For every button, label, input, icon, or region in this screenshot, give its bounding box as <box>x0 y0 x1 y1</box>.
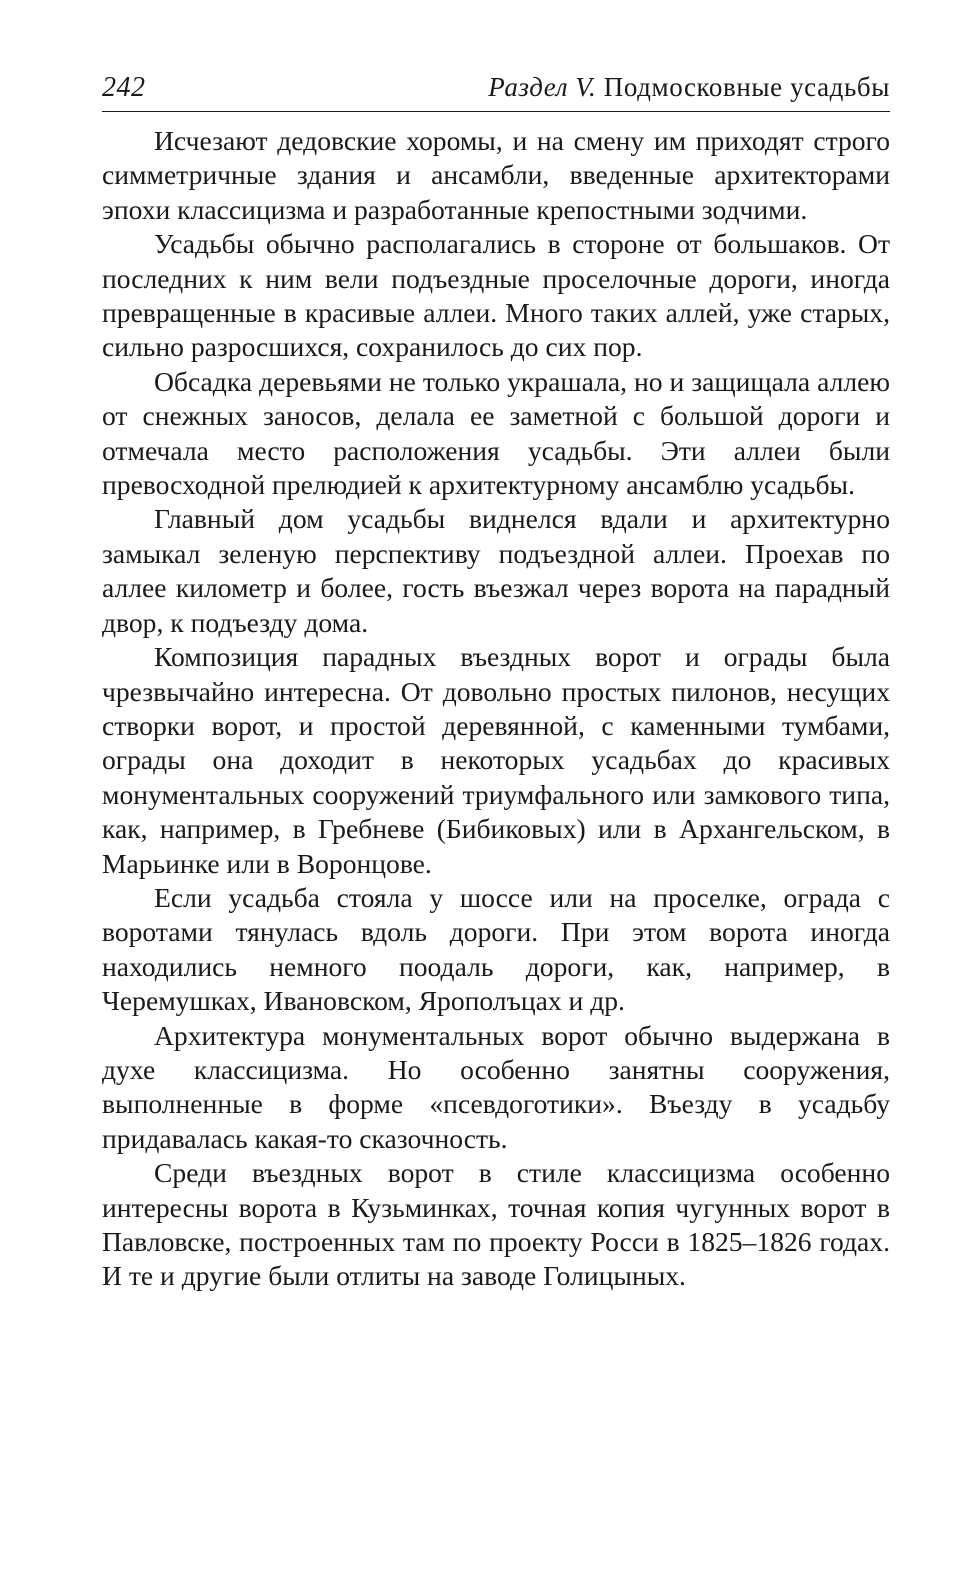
paragraph-7: Архитектура монументальных ворот обычно выдержана в духе классицизма. Но особенно занятны сооружения, выполненные в форме «псевдоготики». Въезду в усадьбу придавалась какая-то сказочность. <box>102 1019 890 1154</box>
paragraph-3: Обсадка деревьями не только украшала, но и защищала аллею от снежных заносов, делала ее заметной с большой дороги и отмечала место расположения усадьбы. Эти аллеи были превосходной прелюдией к архитектурному ансамблю усадьбы. <box>102 365 890 501</box>
paragraph-5: Композиция парадных въездных ворот и ограды была чрезвычайно интересна. От довольно простых пилонов, несущих створки ворот, и простой деревянной, с каменными тумбами, ограды она доходит в некоторых усадьбах до красивых монументальных сооружений триумфального или замкового типа, как, например, в Гребневе (Бибиковых) или в Архангельском, в Марьинке или в Воронцове. <box>102 641 890 879</box>
paragraph-1: Исчезают дедовские хоромы, и на смену им приходят строго симметричные здания и ансамбли, введенные архитекторами эпохи классицизма и разработанные крепостными зодчими. <box>102 125 890 225</box>
paragraph-6: Если усадьба стояла у шоссе или на проселке, ограда с воротами тянулась вдоль дороги. При этом ворота иногда находились немного поодаль дороги, как, например, в Черемушках, Ивановском, Ярополъцах и др. <box>102 881 890 1017</box>
paragraph-4: Главный дом усадьбы виднелся вдали и архитектурно замыкал зеленую перспективу подъездной аллеи. Проехав по аллее километр и более, гость въезжал через ворота на парадный двор, к подъезду дома. <box>102 503 890 638</box>
paragraph-8: Среди въездных ворот в стиле классицизма особенно интересны ворота в Кузьминках, точная копия чугунных ворот в Павловске, построенных там по проекту Росси в 1825–1826 годах. И те и другие были отлиты на заводе Голицыных. <box>102 1157 890 1292</box>
section-heading <box>488 70 890 104</box>
section-label: Раздел V. <box>488 72 597 102</box>
paragraph-2: Усадьбы обычно располагались в стороне от большаков. От последних к ним вели подъездные проселочные дороги, иногда превращенные в красивые аллеи. Много таких аллей, уже старых, сильно разросшихся, сохранилось до сих пор. <box>102 228 890 363</box>
body-text <box>102 124 890 1294</box>
page-number: 242 <box>102 72 146 103</box>
book-page <box>102 70 890 1294</box>
running-header <box>102 70 890 112</box>
section-title: Подмосковные усадьбы <box>603 72 890 102</box>
